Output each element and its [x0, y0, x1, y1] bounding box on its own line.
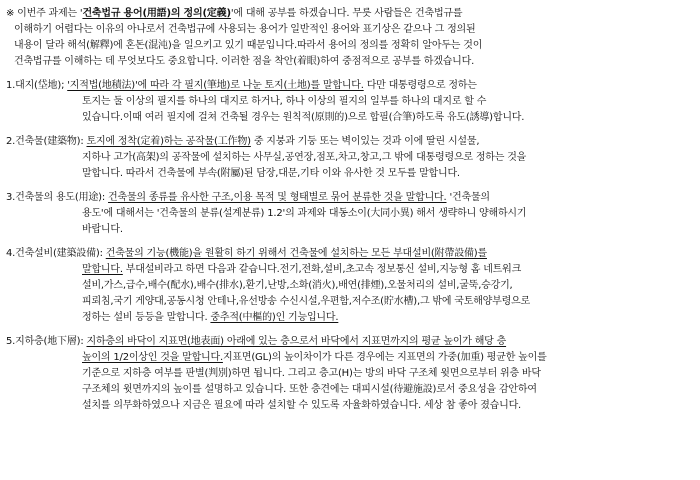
definition-line: 설비,가스,급수,배수(配水),배수(排水),환기,난방,소화(消火),배연(排煙),오물처리의 설비,굴뚝,승강기, [82, 280, 513, 291]
definition-line: 바랍니다. [82, 224, 123, 235]
definition-key-phrase: 중추적(中樞的)인 기능입니다. [210, 312, 339, 323]
definition-line: 기준으로 지하층 여부를 판별(判別)하면 됩니다. 그리고 층고(H)는 방의 바닥 구조체 윗면으로부터 위층 바닥 [82, 368, 541, 379]
definition-text: 정하는 설비 등등을 말합니다. [82, 312, 211, 323]
definition-line [6, 334, 692, 350]
definition-line: 피뢰침,국기 게양대,공동시청 안테나,유선방송 수신시설,우편함,저수조(貯水槽),그 밖에 국토해양부령으로 [82, 296, 530, 307]
definition-line [6, 310, 692, 326]
intro-text: '에 대해 공부를 하겠습니다. 무릇 사람들은 건축법규를 [230, 8, 463, 19]
definition-line: 토지는 둘 이상의 필지를 하나의 대지로 하거나, 하나 이상의 필지의 일부를 하나의 대지로 할 수 [82, 96, 487, 107]
definition-text: '건축물의 [446, 192, 490, 203]
definition-line [6, 190, 692, 206]
definition-line: 지하나 고가(高架)의 공작물에 설치하는 사무실,공연장,점포,차고,창고,그 밖에 대통령령으로 정하는 것을 [82, 152, 527, 163]
definition-line: 구조체의 윗면까지의 높이를 설명하고 있습니다. 또한 층견에는 대피시설(待避施設)로서 중요성을 감안하여 [82, 384, 537, 395]
definition-key-phrase: 지하층의 바닥이 지표면(地表面) 아래에 있는 층으로서 바닥에서 지표면까지의 평균 높이가 해당 층 [86, 336, 507, 347]
definition-key-phrase: 말합니다. [82, 264, 123, 275]
definition-key-phrase: 토지에 정착(定着)하는 공작물(工作物) [86, 136, 251, 147]
definition-key-phrase: 높이의 1/2이상인 것을 말합니다. [82, 352, 223, 363]
intro-text: ※ 이번주 과제는 ' [6, 8, 83, 19]
definition-item-2 [6, 134, 692, 182]
term-label: 3.건축물의 용도(用途): [6, 192, 109, 203]
definition-text: 지표면(GL)의 높이차이가 다른 경우에는 지표면의 가중(加重) 평균한 높이를 [222, 352, 547, 363]
intro-line: 이해하기 어렵다는 이유의 아나로서 건축법규에 사용되는 용어가 일반적인 용어와 표기상은 같으나 그 정의된 [14, 24, 476, 35]
definition-item-1 [6, 78, 692, 126]
definition-line: 용도'에 대해서는 '건축물의 분류(설계분류) 1.2'의 과제와 대동소이(大同小異) 해서 생략하니 양해하시기 [82, 208, 527, 219]
intro-line: 건축법규를 이해하는 데 무엇보다도 중요합니다. 이러한 점을 착안(着眼)하여 중점적으로 공부를 하겠습니다. [14, 56, 475, 67]
definition-line [6, 350, 692, 366]
intro-line: 내용이 달라 해석(解釋)에 혼돈(混沌)을 일으키고 있기 때문입니다.따라서 용어의 정의를 정확히 알아두는 것이 [14, 40, 483, 51]
definition-item-4 [6, 246, 692, 326]
intro-paragraph [6, 6, 692, 70]
definition-line: 말합니다. 따라서 건축물에 부속(附屬)된 담장,대문,기타 이와 유사한 것 모두를 말합니다. [82, 168, 460, 179]
definition-line: 있습니다.이때 여러 필지에 걸쳐 건축될 경우는 원칙적(原則的)으로 합필(合筆)하도록 유도(誘導)합니다. [82, 112, 525, 123]
definition-text: 부대설비라고 하면 다음과 같습니다.전기,전화,설비,초고속 정보통신 설비,지능형 홈 네트워크 [122, 264, 522, 275]
term-label: 2.건축물(建築物): [6, 136, 87, 147]
assignment-title: 건축법규 용어(用語)의 정의(定義) [82, 8, 231, 19]
intro-line [6, 6, 692, 22]
definition-line: 설치를 의무화하였으나 지금은 필요에 따라 설치할 수 있도록 자율화하였습니다. 세상 참 좋아 졌습니다. [82, 400, 522, 411]
definition-key-phrase: 건축물의 기능(機能)을 원활히 하기 위해서 건축물에 설치하는 모든 부대설비(附帶設備)를 [105, 248, 487, 259]
definition-item-3 [6, 190, 692, 238]
definition-text: 다만 대통령령으로 정하는 [363, 80, 477, 91]
definition-key-phrase: 건축물의 종류를 유사한 구조,이용 목적 및 형태별로 묶어 분류한 것을 말합니다. [108, 192, 447, 203]
term-label: 4.건축설비(建築設備): [6, 248, 106, 259]
definition-item-5 [6, 334, 692, 414]
term-label: 1.대지(垈地); [6, 80, 68, 91]
definition-key-phrase: '지적법(地積法)'에 따라 각 필지(筆地)로 나눈 토지(土地)를 말합니다. [67, 80, 364, 91]
definition-text: 중 지붕과 기둥 또는 벽이있는 것과 이에 딸린 시설물, [250, 136, 480, 147]
definition-line [6, 262, 692, 278]
term-label: 5.지하층(地下層): [6, 336, 87, 347]
definition-line [6, 78, 692, 94]
definition-line [6, 246, 692, 262]
definition-line [6, 134, 692, 150]
